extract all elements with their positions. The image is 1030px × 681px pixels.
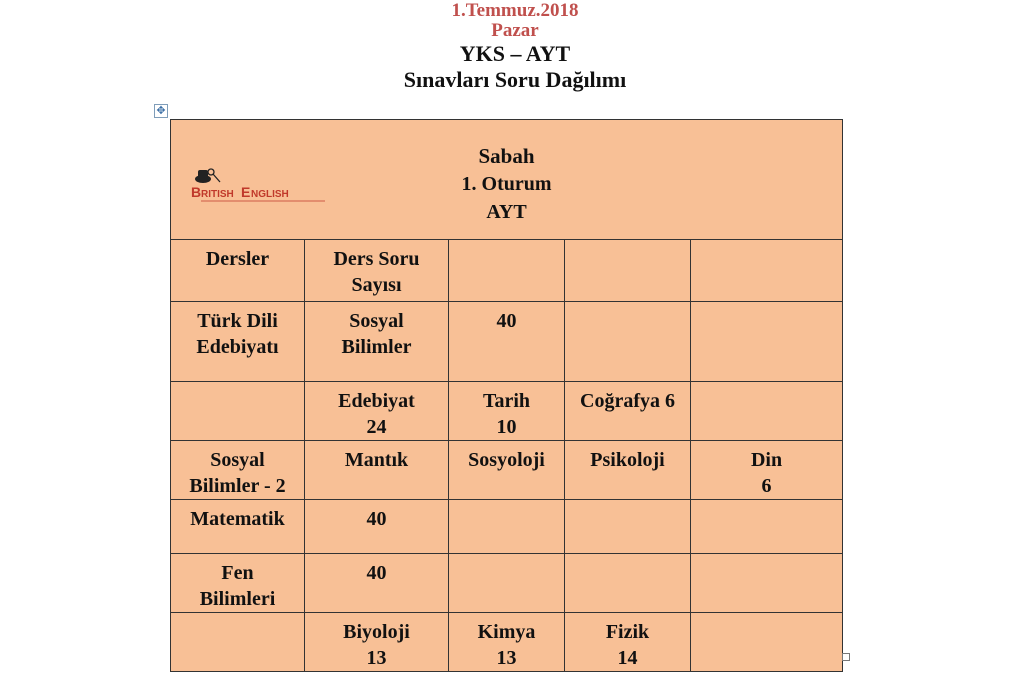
table-row xyxy=(171,382,843,441)
exam-title: YKS – AYT xyxy=(459,41,571,66)
table-cell: Sosyal Bilimler - 2 xyxy=(171,441,305,500)
table-cell: Biyoloji 13 xyxy=(305,613,449,672)
table-cell xyxy=(691,554,843,613)
header-cell: Dersler xyxy=(171,240,305,302)
table-cell xyxy=(565,500,691,554)
table-cell-highlight: Coğrafya 6 xyxy=(565,382,691,441)
table-cell xyxy=(691,500,843,554)
table-cell: Sosyoloji xyxy=(449,441,565,500)
header-cell xyxy=(565,240,691,302)
table-cell xyxy=(565,302,691,382)
table-cell xyxy=(691,613,843,672)
table-cell: Edebiyat 24 xyxy=(305,382,449,441)
table-cell: 40 xyxy=(449,302,565,382)
table-cell: 40 xyxy=(305,500,449,554)
exam-date: 1.Temmuz.2018 xyxy=(451,0,579,21)
table-cell-highlight: Tarih 10 xyxy=(449,382,565,441)
table-cell xyxy=(171,382,305,441)
table-cell: 40 xyxy=(305,554,449,613)
table-cell: Sosyal Bilimler xyxy=(305,302,449,382)
header-cell xyxy=(691,240,843,302)
table-resize-handle[interactable] xyxy=(842,653,850,661)
svg-text:RITISH: RITISH xyxy=(201,189,234,200)
sitting-label: 1. Oturum xyxy=(461,173,552,195)
table-row xyxy=(171,613,843,672)
question-distribution-table xyxy=(170,119,843,672)
table-move-handle-icon[interactable]: ✥ xyxy=(154,104,168,118)
exam-day: Pazar xyxy=(491,20,539,41)
table-cell: Psikoloji xyxy=(565,441,691,500)
table-cell xyxy=(691,382,843,441)
table-row xyxy=(171,441,843,500)
svg-text:E: E xyxy=(241,184,251,200)
table-cell: Matematik xyxy=(171,500,305,554)
svg-text:NGLISH: NGLISH xyxy=(251,189,289,200)
table-cell: Fen Bilimleri xyxy=(171,554,305,613)
table-row xyxy=(171,554,843,613)
table-cell xyxy=(449,554,565,613)
session-label: Sabah xyxy=(478,144,535,168)
table-cell: Din 6 xyxy=(691,441,843,500)
banner-text xyxy=(171,142,842,226)
table-cell xyxy=(565,554,691,613)
table-cell xyxy=(691,302,843,382)
page-subtitle: Sınavları Soru Dağılımı xyxy=(403,67,627,92)
table-cell: Mantık xyxy=(305,441,449,500)
table-cell xyxy=(171,613,305,672)
table-cell: Kimya 13 xyxy=(449,613,565,672)
svg-text:B: B xyxy=(191,184,202,200)
banner-exam-label: AYT xyxy=(486,201,527,223)
table-row xyxy=(171,302,843,382)
header-cell: Ders Soru Sayısı xyxy=(305,240,449,302)
table-cell: Türk Dili Edebiyatı xyxy=(171,302,305,382)
banner-row xyxy=(171,120,843,240)
table-cell: Fizik 14 xyxy=(565,613,691,672)
table-row xyxy=(171,500,843,554)
header-cell xyxy=(449,240,565,302)
banner-cell xyxy=(171,120,843,240)
column-header-row xyxy=(171,240,843,302)
table-cell xyxy=(449,500,565,554)
